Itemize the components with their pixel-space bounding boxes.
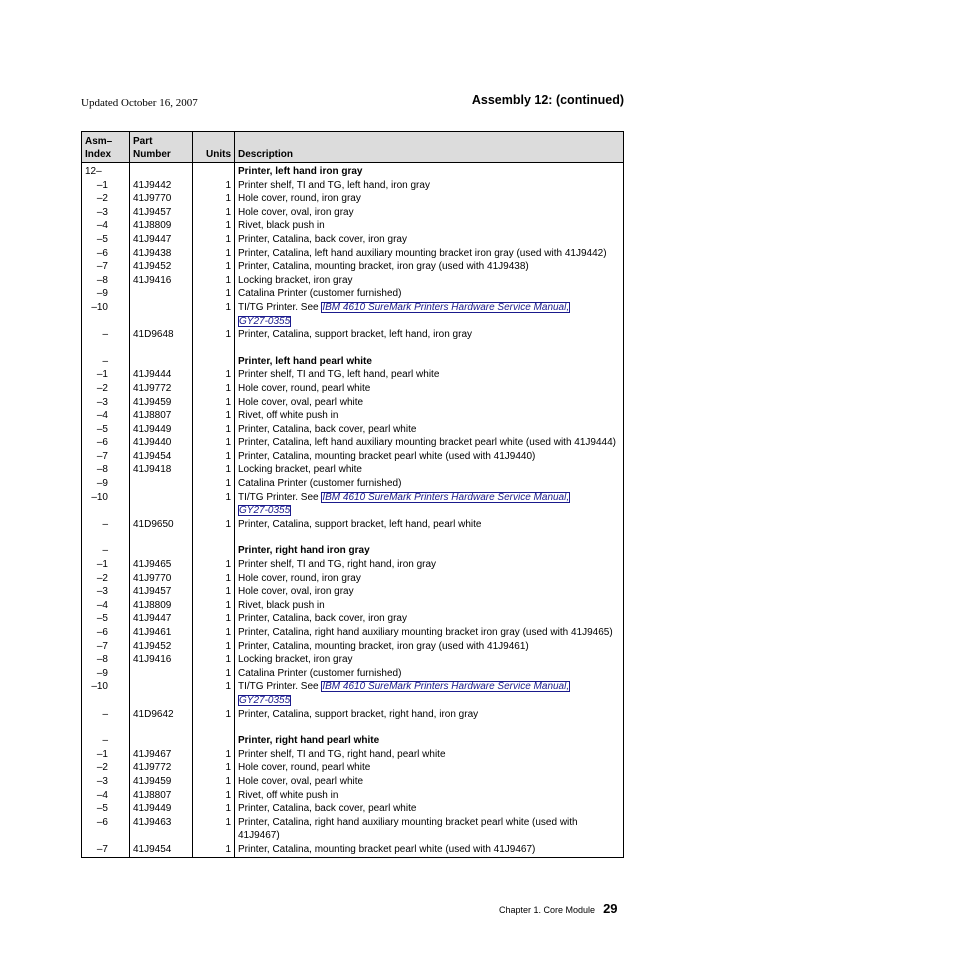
col-asm-index: Asm– Index — [82, 132, 130, 163]
cell-part-number: 41J9447 — [130, 612, 193, 626]
table-row — [82, 206, 624, 220]
chapter-label: Chapter 1. Core Module — [499, 905, 596, 915]
spacer-cell — [130, 342, 193, 355]
table-row — [82, 708, 624, 722]
cell-units: 1 — [193, 843, 235, 857]
table-row — [82, 260, 624, 274]
spacer-cell — [193, 721, 235, 734]
manual-number-link[interactable]: GY27-0355 — [239, 694, 291, 706]
cell-units: 1 — [193, 192, 235, 206]
cell-part-number — [130, 491, 193, 518]
cell-asm-index: –9 — [82, 477, 130, 491]
cell-asm-index: –6 — [82, 816, 130, 843]
cell-part-number: 41J9454 — [130, 450, 193, 464]
cell-part-number — [130, 734, 193, 748]
spacer-cell — [193, 342, 235, 355]
cell-asm-index: – — [82, 708, 130, 722]
cell-description: Printer, right hand iron gray — [235, 544, 624, 558]
cell-part-number: 41J8807 — [130, 789, 193, 803]
cell-part-number: 41J9772 — [130, 761, 193, 775]
cell-asm-index: –8 — [82, 274, 130, 288]
cell-asm-index: –7 — [82, 260, 130, 274]
table-row — [82, 287, 624, 301]
cell-part-number: 41J9770 — [130, 572, 193, 586]
cell-units: 1 — [193, 436, 235, 450]
cell-description: Rivet, black push in — [235, 599, 624, 613]
table-row — [82, 748, 624, 762]
cell-description: Rivet, off white push in — [235, 789, 624, 803]
cell-description: Printer, Catalina, support bracket, right hand, iron gray — [235, 708, 624, 722]
cell-units: 1 — [193, 599, 235, 613]
cell-description — [235, 491, 624, 518]
cell-part-number: 41J9438 — [130, 247, 193, 261]
cell-units: 1 — [193, 219, 235, 233]
cell-part-number: 41J9459 — [130, 396, 193, 410]
page-footer — [499, 901, 624, 916]
table-row — [82, 761, 624, 775]
cell-units — [193, 734, 235, 748]
cell-asm-index: –4 — [82, 599, 130, 613]
spacer-row — [82, 531, 624, 544]
cell-asm-index: –7 — [82, 640, 130, 654]
cell-part-number: 41J9454 — [130, 843, 193, 857]
cell-units — [193, 163, 235, 179]
cell-part-number: 41J9416 — [130, 274, 193, 288]
cell-description — [235, 301, 624, 328]
cell-units: 1 — [193, 585, 235, 599]
cell-units: 1 — [193, 491, 235, 518]
table-row — [82, 558, 624, 572]
cell-asm-index: –5 — [82, 423, 130, 437]
cell-description: Hole cover, round, pearl white — [235, 761, 624, 775]
cell-part-number: 41D9642 — [130, 708, 193, 722]
cell-description: Printer, Catalina, mounting bracket, iron gray (used with 41J9438) — [235, 260, 624, 274]
cell-asm-index: –5 — [82, 612, 130, 626]
cell-part-number: 41J9465 — [130, 558, 193, 572]
cell-description: Printer, Catalina, back cover, pearl white — [235, 802, 624, 816]
cell-part-number: 41J9452 — [130, 640, 193, 654]
cell-part-number: 41J9457 — [130, 206, 193, 220]
cell-description: Printer, Catalina, left hand auxiliary mounting bracket iron gray (used with 41J9442) — [235, 247, 624, 261]
cell-units: 1 — [193, 260, 235, 274]
cell-part-number: 41D9648 — [130, 328, 193, 342]
cell-units: 1 — [193, 301, 235, 328]
cell-description: Catalina Printer (customer furnished) — [235, 287, 624, 301]
table-row — [82, 626, 624, 640]
spacer-row — [82, 342, 624, 355]
cell-description: Printer shelf, TI and TG, right hand, iron gray — [235, 558, 624, 572]
cell-units: 1 — [193, 626, 235, 640]
table-row — [82, 274, 624, 288]
manual-link[interactable]: IBM 4610 SureMark Printers Hardware Service Manual, — [322, 301, 570, 313]
cell-description: Printer, right hand pearl white — [235, 734, 624, 748]
cell-description: Printer, left hand pearl white — [235, 355, 624, 369]
cell-asm-index: –3 — [82, 206, 130, 220]
spacer-cell — [193, 531, 235, 544]
col-units: Units — [193, 132, 235, 163]
cell-asm-index: – — [82, 328, 130, 342]
cell-part-number — [130, 287, 193, 301]
description-text: TI/TG Printer. See — [238, 681, 322, 693]
cell-units: 1 — [193, 612, 235, 626]
cell-part-number: 41J8809 — [130, 219, 193, 233]
parts-table-body — [82, 163, 624, 858]
cell-units: 1 — [193, 396, 235, 410]
cell-part-number: 41J9770 — [130, 192, 193, 206]
cell-description: Rivet, black push in — [235, 219, 624, 233]
table-row — [82, 477, 624, 491]
cell-asm-index: –1 — [82, 368, 130, 382]
table-row — [82, 653, 624, 667]
cell-units: 1 — [193, 287, 235, 301]
cell-part-number — [130, 163, 193, 179]
cell-description: Hole cover, oval, iron gray — [235, 585, 624, 599]
cell-description: Printer shelf, TI and TG, right hand, pearl white — [235, 748, 624, 762]
cell-part-number: 41D9650 — [130, 518, 193, 532]
cell-asm-index: –4 — [82, 219, 130, 233]
description-text: TI/TG Printer. See — [238, 301, 322, 313]
table-row — [82, 436, 624, 450]
cell-asm-index: –5 — [82, 233, 130, 247]
cell-description: Catalina Printer (customer furnished) — [235, 667, 624, 681]
cell-part-number: 41J8809 — [130, 599, 193, 613]
cell-asm-index: –2 — [82, 192, 130, 206]
spacer-row — [82, 721, 624, 734]
cell-asm-index: –2 — [82, 761, 130, 775]
cell-units: 1 — [193, 816, 235, 843]
cell-asm-index: –9 — [82, 287, 130, 301]
cell-description: Hole cover, oval, pearl white — [235, 396, 624, 410]
cell-description: Hole cover, round, iron gray — [235, 572, 624, 586]
table-row — [82, 667, 624, 681]
cell-part-number: 41J9449 — [130, 802, 193, 816]
cell-asm-index: –10 — [82, 301, 130, 328]
cell-part-number: 41J9418 — [130, 463, 193, 477]
cell-description: Printer, Catalina, mounting bracket pearl white (used with 41J9467) — [235, 843, 624, 857]
cell-units: 1 — [193, 572, 235, 586]
table-row — [82, 396, 624, 410]
cell-part-number: 41J8807 — [130, 409, 193, 423]
cell-units: 1 — [193, 680, 235, 707]
cell-asm-index: –10 — [82, 680, 130, 707]
cell-description: Printer, Catalina, left hand auxiliary mounting bracket pearl white (used with 41J9444) — [235, 436, 624, 450]
table-row — [82, 518, 624, 532]
cell-description: Rivet, off white push in — [235, 409, 624, 423]
cell-asm-index: –9 — [82, 667, 130, 681]
spacer-cell — [235, 342, 624, 355]
cell-part-number: 41J9467 — [130, 748, 193, 762]
cell-asm-index: –10 — [82, 491, 130, 518]
cell-units: 1 — [193, 382, 235, 396]
cell-description: Printer shelf, TI and TG, left hand, pearl white — [235, 368, 624, 382]
table-row — [82, 382, 624, 396]
table-row — [82, 491, 624, 518]
table-row — [82, 163, 624, 179]
cell-asm-index: –6 — [82, 626, 130, 640]
page-number: 29 — [603, 901, 618, 916]
table-header-row — [82, 132, 624, 163]
cell-part-number — [130, 667, 193, 681]
cell-description: Printer, Catalina, mounting bracket pearl white (used with 41J9440) — [235, 450, 624, 464]
cell-description: Hole cover, round, pearl white — [235, 382, 624, 396]
table-row — [82, 640, 624, 654]
table-row — [82, 355, 624, 369]
cell-part-number: 41J9459 — [130, 775, 193, 789]
cell-asm-index: –1 — [82, 748, 130, 762]
cell-part-number: 41J9447 — [130, 233, 193, 247]
cell-asm-index: –3 — [82, 775, 130, 789]
parts-table — [81, 131, 624, 858]
cell-units: 1 — [193, 409, 235, 423]
cell-units: 1 — [193, 775, 235, 789]
cell-units: 1 — [193, 558, 235, 572]
cell-units: 1 — [193, 640, 235, 654]
cell-part-number — [130, 544, 193, 558]
cell-units: 1 — [193, 789, 235, 803]
cell-part-number: 41J9442 — [130, 179, 193, 193]
cell-units: 1 — [193, 477, 235, 491]
cell-asm-index: –6 — [82, 247, 130, 261]
cell-description: Printer, Catalina, right hand auxiliary mounting bracket iron gray (used with 41J9465) — [235, 626, 624, 640]
cell-units: 1 — [193, 247, 235, 261]
cell-description: Printer, Catalina, back cover, iron gray — [235, 612, 624, 626]
cell-asm-index: – — [82, 355, 130, 369]
cell-description: Catalina Printer (customer furnished) — [235, 477, 624, 491]
page-title: Assembly 12: (continued) — [471, 93, 624, 107]
table-row — [82, 328, 624, 342]
spacer-cell — [130, 721, 193, 734]
cell-part-number: 41J9452 — [130, 260, 193, 274]
cell-part-number: 41J9444 — [130, 368, 193, 382]
cell-description: Printer shelf, TI and TG, left hand, iron gray — [235, 179, 624, 193]
cell-description: Hole cover, round, iron gray — [235, 192, 624, 206]
cell-asm-index: –8 — [82, 463, 130, 477]
cell-units: 1 — [193, 423, 235, 437]
cell-asm-index: –4 — [82, 789, 130, 803]
cell-part-number: 41J9449 — [130, 423, 193, 437]
cell-units: 1 — [193, 667, 235, 681]
cell-units: 1 — [193, 802, 235, 816]
table-row — [82, 463, 624, 477]
cell-asm-index: –6 — [82, 436, 130, 450]
cell-asm-index: –3 — [82, 585, 130, 599]
spacer-cell — [235, 721, 624, 734]
cell-description: Locking bracket, pearl white — [235, 463, 624, 477]
cell-asm-index: 12– — [82, 163, 130, 179]
cell-description: Hole cover, oval, pearl white — [235, 775, 624, 789]
cell-asm-index: –2 — [82, 572, 130, 586]
cell-description: Printer, Catalina, support bracket, left hand, pearl white — [235, 518, 624, 532]
cell-description: Printer, Catalina, right hand auxiliary mounting bracket pearl white (used with 41J9467) — [235, 816, 624, 843]
cell-asm-index: –1 — [82, 558, 130, 572]
cell-units: 1 — [193, 368, 235, 382]
col-description: Description — [235, 132, 624, 163]
cell-part-number: 41J9457 — [130, 585, 193, 599]
table-row — [82, 450, 624, 464]
table-row — [82, 423, 624, 437]
cell-units: 1 — [193, 233, 235, 247]
cell-part-number — [130, 301, 193, 328]
table-row — [82, 734, 624, 748]
cell-description: Printer, left hand iron gray — [235, 163, 624, 179]
table-row — [82, 179, 624, 193]
manual-number-link[interactable]: GY27-0355 — [239, 315, 291, 327]
manual-link[interactable]: IBM 4610 SureMark Printers Hardware Service Manual, — [322, 491, 570, 503]
table-row — [82, 247, 624, 261]
spacer-cell — [82, 342, 130, 355]
table-row — [82, 612, 624, 626]
cell-part-number: 41J9772 — [130, 382, 193, 396]
cell-units: 1 — [193, 463, 235, 477]
table-row — [82, 789, 624, 803]
table-row — [82, 802, 624, 816]
table-row — [82, 843, 624, 857]
cell-part-number: 41J9461 — [130, 626, 193, 640]
table-row — [82, 544, 624, 558]
cell-part-number: 41J9463 — [130, 816, 193, 843]
cell-asm-index: – — [82, 544, 130, 558]
cell-asm-index: –7 — [82, 450, 130, 464]
table-row — [82, 233, 624, 247]
cell-units — [193, 355, 235, 369]
cell-description — [235, 680, 624, 707]
description-text: TI/TG Printer. See — [238, 491, 322, 503]
cell-part-number — [130, 355, 193, 369]
cell-asm-index: –2 — [82, 382, 130, 396]
cell-description: Printer, Catalina, back cover, pearl white — [235, 423, 624, 437]
cell-asm-index: –4 — [82, 409, 130, 423]
cell-description: Locking bracket, iron gray — [235, 274, 624, 288]
cell-units: 1 — [193, 328, 235, 342]
cell-part-number: 41J9416 — [130, 653, 193, 667]
table-row — [82, 301, 624, 328]
cell-asm-index: –3 — [82, 396, 130, 410]
table-row — [82, 192, 624, 206]
cell-units: 1 — [193, 206, 235, 220]
table-row — [82, 775, 624, 789]
cell-description: Locking bracket, iron gray — [235, 653, 624, 667]
cell-description: Printer, Catalina, back cover, iron gray — [235, 233, 624, 247]
cell-asm-index: –7 — [82, 843, 130, 857]
cell-units: 1 — [193, 450, 235, 464]
cell-units: 1 — [193, 748, 235, 762]
table-row — [82, 585, 624, 599]
cell-asm-index: – — [82, 518, 130, 532]
cell-units: 1 — [193, 708, 235, 722]
cell-asm-index: –5 — [82, 802, 130, 816]
spacer-cell — [82, 721, 130, 734]
updated-date: Updated October 16, 2007 — [81, 97, 198, 109]
table-row — [82, 219, 624, 233]
cell-asm-index: –8 — [82, 653, 130, 667]
spacer-cell — [235, 531, 624, 544]
cell-description: Printer, Catalina, mounting bracket, iron gray (used with 41J9461) — [235, 640, 624, 654]
cell-units: 1 — [193, 518, 235, 532]
cell-asm-index: – — [82, 734, 130, 748]
cell-units: 1 — [193, 274, 235, 288]
spacer-cell — [130, 531, 193, 544]
manual-link[interactable]: IBM 4610 SureMark Printers Hardware Service Manual, — [322, 681, 570, 693]
table-row — [82, 816, 624, 843]
spacer-cell — [82, 531, 130, 544]
table-row — [82, 599, 624, 613]
table-row — [82, 572, 624, 586]
cell-units: 1 — [193, 761, 235, 775]
table-row — [82, 409, 624, 423]
cell-description: Printer, Catalina, support bracket, left hand, iron gray — [235, 328, 624, 342]
table-row — [82, 368, 624, 382]
col-part-number: Part Number — [130, 132, 193, 163]
manual-number-link[interactable]: GY27-0355 — [239, 505, 291, 517]
cell-asm-index: –1 — [82, 179, 130, 193]
cell-part-number — [130, 477, 193, 491]
cell-units — [193, 544, 235, 558]
cell-part-number — [130, 680, 193, 707]
cell-description: Hole cover, oval, iron gray — [235, 206, 624, 220]
cell-units: 1 — [193, 653, 235, 667]
cell-units: 1 — [193, 179, 235, 193]
cell-part-number: 41J9440 — [130, 436, 193, 450]
table-row — [82, 680, 624, 707]
